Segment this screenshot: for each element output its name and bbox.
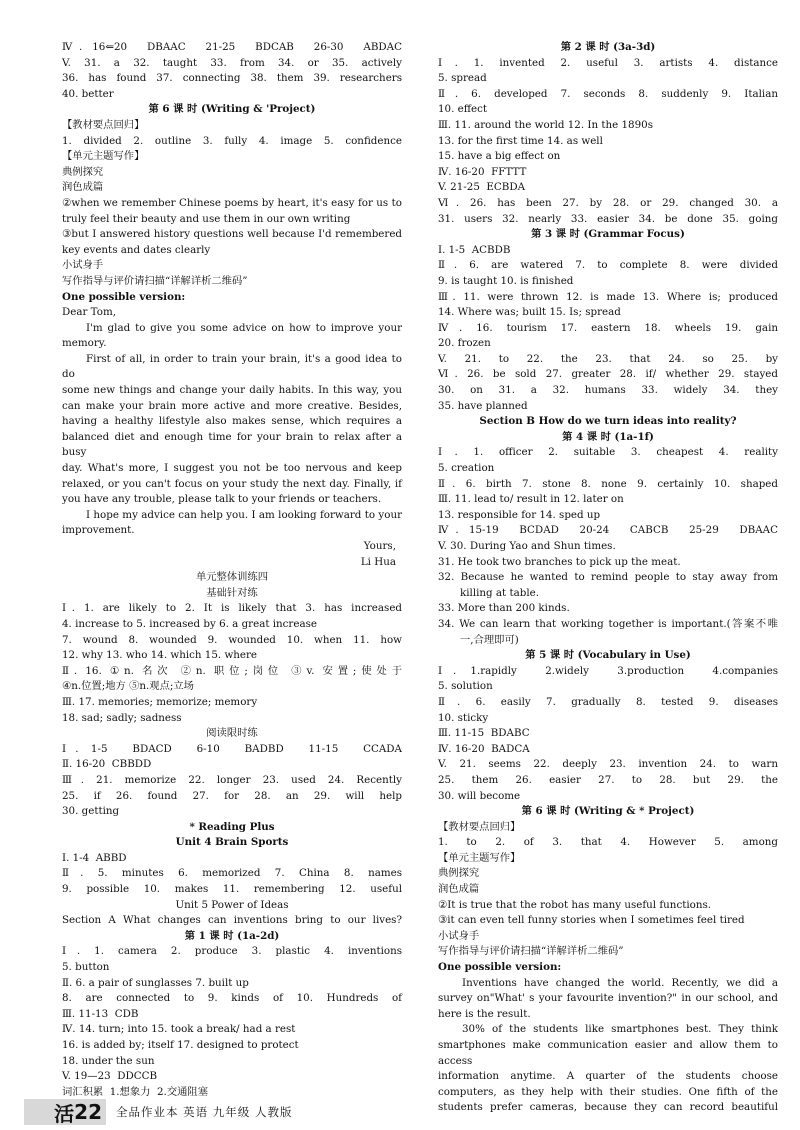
page-footer: [24, 1098, 324, 1126]
right-column-line: 第 3 课 时 (Grammar Focus): [531, 228, 685, 241]
left-column-line: 36. has found 37. connecting 38. them 39. researchers: [62, 72, 402, 85]
right-column-line: Ⅰ. 1-5 ACBDB: [438, 243, 511, 256]
right-column-line: Ⅲ. 11. were thrown 12. is made 13. Where is; produced: [438, 290, 778, 303]
right-column-line: Ⅲ. 11. around the world 12. In the 1890s: [438, 118, 653, 131]
right-column-line: Ⅳ. 15-19 BCDAD 20-24 CABCB 25-29 DBAAC: [438, 524, 778, 537]
left-column-line: 4. increase to 5. increased by 6. a great increase: [62, 617, 317, 630]
right-column-line: Ⅰ. 1. officer 2. suitable 3. cheapest 4. reality: [438, 446, 778, 459]
left-column-line: truly feel their beauty and use them in our own writing: [62, 212, 351, 225]
right-column-line: killing at table.: [460, 586, 539, 599]
right-column-line: students prefer cameras, because they can record beautiful: [438, 1101, 778, 1114]
left-column-line: V. 31. a 32. taught 33. from 34. or 35. actively: [62, 56, 402, 69]
left-column-line: 润色成篇: [62, 181, 104, 194]
right-column-line: Ⅲ. 11. lead to/ result in 12. later on: [438, 493, 624, 506]
book-title: 全品作业本 英语 九年级 人教版: [116, 1105, 293, 1119]
right-column-line: One possible version:: [438, 961, 562, 974]
left-column-line: Ⅰ. 1. camera 2. produce 3. plastic 4. inventions: [62, 945, 402, 958]
right-column-line: V. 21-25 ECBDA: [438, 181, 526, 194]
left-column-line: day. What's more, I suggest you not be too nervous and keep: [62, 462, 402, 475]
left-column-line: 8. are connected to 9. kinds of 10. Hundreds of: [62, 992, 402, 1005]
left-answer-column: [62, 40, 406, 1100]
left-column-line: 第 1 课 时 (1a-2d): [184, 929, 280, 942]
left-column-line: Li Hua: [360, 555, 396, 568]
right-column-line: ③it can even tell funny stories when I sometimes feel tired: [438, 914, 745, 927]
right-column-line: 第 6 课 时 (Writing & * Project): [521, 805, 695, 818]
right-column-line: Ⅱ. 6. birth 7. stone 8. none 9. certainly 10. shaped: [438, 477, 778, 490]
right-column-line: 【教材要点回归】: [438, 820, 521, 833]
left-column-line: 25. if 26. found 27. for 28. an 29. will help: [62, 789, 402, 802]
right-column-line: Ⅱ. 6. are watered 7. to complete 8. were divided: [438, 259, 778, 272]
left-column-line: ③but I answered history questions well because I'd remembered: [62, 228, 402, 241]
left-column-line: you have any trouble, please talk to your friends or teachers.: [62, 493, 382, 506]
left-column-line: can make your brain more active and more creative. Besides,: [62, 399, 402, 412]
right-column-line: Ⅱ. 6. developed 7. seconds 8. suddenly 9. Italian: [438, 87, 778, 100]
left-column-line: 第 6 课 时 (Writing & 'Project): [148, 103, 316, 116]
left-column-line: balanced diet and enough time for your brain to relax after a busy: [62, 430, 406, 459]
left-column-line: 阅读限时练: [206, 727, 258, 740]
left-column-line: 12. why 13. who 14. which 15. where: [62, 649, 258, 662]
left-column-line: Ⅰ. 1-4 ABBD: [62, 851, 127, 864]
right-column-line: 34. We can learn that working together is important.(答案不唯: [438, 617, 778, 630]
right-column-line: smartphones make communication easier and allow them to access: [438, 1039, 782, 1067]
right-column-line: here is the result.: [438, 1007, 531, 1020]
left-column-line: Ⅰ. 1-5 BDACD 6-10 BADBD 11-15 CCADA: [62, 742, 402, 755]
right-column-line: 5. solution: [438, 680, 493, 693]
left-column-line: Ⅲ. 17. memories; memorize; memory: [62, 695, 258, 708]
right-column-line: 10. effect: [438, 103, 488, 116]
right-column-line: 13. responsible for 14. sped up: [438, 508, 601, 521]
right-column-line: 31. users 32. nearly 33. easier 34. be done 35. going: [438, 212, 778, 225]
left-column-line: memory.: [62, 337, 107, 350]
right-column-line: ②It is true that the robot has many useful functions.: [438, 898, 712, 911]
right-column-line: 【单元主题写作】: [438, 851, 521, 864]
right-column-line: 润色成篇: [438, 883, 480, 896]
left-column-line: Dear Tom,: [62, 306, 116, 319]
page-number: 22: [74, 1100, 102, 1124]
left-column-line: I'm glad to give you some advice on how to improve your: [86, 321, 402, 334]
right-column-line: 20. frozen: [438, 337, 491, 350]
badge-prefix: 活: [54, 1101, 75, 1126]
right-column-line: Ⅵ. 26. be sold 27. greater 28. if/ whether 29. stayed: [438, 368, 778, 381]
right-column-line: 5. spread: [438, 72, 487, 85]
right-column-line: 1. to 2. of 3. that 4. However 5. among: [438, 836, 778, 849]
left-column-line: 18. sad; sadly; sadness: [62, 711, 182, 724]
left-column-line: Ⅰ. 1. are likely to 2. It is likely that 3. has increased: [62, 602, 402, 615]
left-column-line: 5. button: [62, 961, 110, 974]
left-column-line: Unit 5 Power of Ideas: [175, 898, 289, 911]
left-column-line: Yours,: [363, 540, 396, 552]
right-column-line: 第 4 课 时 (1a-1f): [562, 430, 654, 443]
right-column-line: 小试身手: [438, 929, 480, 942]
left-column-line: 典例探究: [62, 165, 104, 178]
left-column-line: Ⅳ. 14. turn; into 15. took a break/ had a rest: [62, 1023, 296, 1036]
left-column-line: 单元整体训练四: [195, 571, 269, 584]
right-column-line: 31. He took two branches to pick up the meat.: [438, 555, 681, 568]
left-column-line: ②when we remember Chinese poems by heart, it's easy for us to: [62, 196, 402, 209]
right-column-line: 10. sticky: [438, 711, 489, 724]
left-column-line: key events and dates clearly: [62, 243, 211, 256]
left-column-line: having a healthy lifestyle also makes sense, which requires a: [62, 415, 402, 428]
left-column-line: Ⅲ. 11-13 CDB: [62, 1007, 139, 1020]
left-column-line: One possible version:: [62, 290, 186, 303]
right-column-line: information anytime. A quarter of the students choose: [438, 1070, 778, 1083]
left-column-line: 1. divided 2. outline 3. fully 4. image 5. confidence: [62, 134, 402, 147]
left-column-line: relaxed, or you can't focus on your study the next day. Finally, if: [62, 477, 402, 490]
right-column-line: 第 2 课 时 (3a-3d): [560, 41, 656, 53]
left-column-line: 9. possible 10. makes 11. remembering 12. useful: [62, 883, 402, 896]
left-column-line: Ⅱ. 16-20 CBBDD: [62, 758, 152, 771]
left-column-line: 【单元主题写作】: [62, 150, 145, 163]
right-column-line: survey on"What' s your favourite invention?" in our school, and: [438, 992, 778, 1005]
left-column-line: improvement.: [62, 524, 135, 537]
right-column-line: 典例探究: [438, 867, 480, 880]
left-column-line: some new things and change your daily habits. In this way, you: [62, 384, 402, 397]
page-number-badge: [24, 1099, 106, 1125]
right-column-line: Ⅱ. 6. easily 7. gradually 8. tested 9. diseases: [438, 695, 778, 708]
right-column-line: 30. will become: [438, 789, 521, 802]
right-column-line: Ⅳ. 16-20 FFTTT: [438, 165, 527, 178]
left-column-line: I hope my advice can help you. I am looking forward to your: [86, 508, 402, 521]
left-column-line: 写作指导与评价请扫描“详解详析二维码”: [62, 274, 248, 287]
left-column-line: First of all, in order to train your brain, it's a good idea to do: [62, 352, 406, 381]
right-column-line: 32. Because he wanted to remind people to stay away from: [438, 571, 778, 584]
right-column-line: 25. them 26. easier 27. to 28. but 29. the: [438, 773, 778, 786]
left-column-line: Ⅲ. 21. memorize 22. longer 23. used 24. Recently: [62, 773, 402, 786]
right-column-line: 第 5 课 时 (Vocabulary in Use): [525, 649, 691, 662]
right-column-line: 13. for the first time 14. as well: [438, 134, 603, 147]
left-column-line: * Reading Plus: [189, 820, 275, 833]
right-column-line: 9. is taught 10. is finished: [438, 274, 574, 287]
right-column-line: Ⅳ. 16. tourism 17. eastern 18. wheels 19. gain: [438, 321, 778, 334]
right-column-line: 15. have a big effect on: [438, 150, 561, 163]
left-column-line: 7. wound 8. wounded 9. wounded 10. when 11. how: [62, 633, 402, 646]
left-column-line: Section A What changes can inventions bring to our lives?: [62, 914, 402, 927]
right-column-line: 30. on 31. a 32. humans 33. widely 34. they: [438, 384, 778, 397]
left-column-line: 16. is added by; itself 17. designed to protect: [62, 1039, 299, 1051]
right-column-line: 写作指导与评价请扫描“详解详析二维码”: [438, 945, 624, 958]
left-column-line: Ⅱ. 6. a pair of sunglasses 7. built up: [62, 976, 249, 989]
left-column-line: 词汇积累 1.想象力 2.交通阻塞: [62, 1085, 209, 1098]
left-column-line: Ⅱ. 5. minutes 6. memorized 7. China 8. names: [62, 867, 402, 880]
left-column-line: 【教材要点回归】: [62, 118, 145, 131]
right-column-line: 33. More than 200 kinds.: [438, 602, 570, 615]
left-column-line: 18. under the sun: [62, 1054, 155, 1067]
left-column-line: 30. getting: [62, 805, 120, 818]
right-column-line: V. 21. seems 22. deeply 23. invention 24. to warn: [438, 758, 778, 771]
right-column-line: Ⅳ. 16-20 BADCA: [438, 742, 530, 755]
left-column-line: 基础针对练: [206, 586, 258, 599]
right-column-line: 5. creation: [438, 462, 495, 475]
left-column-line: Ⅱ. 16. ①n. 名次 ②n. 职位;岗位 ③v. 安置;使处于: [62, 664, 402, 677]
left-column-line: 小试身手: [62, 259, 104, 272]
left-column-line: ④n.位置;地方 ⑤n.观点;立场: [62, 680, 194, 693]
right-column-line: V. 21. to 22. the 23. that 24. so 25. by: [438, 352, 778, 365]
right-column-line: Inventions have changed the world. Recently, we did a: [462, 976, 778, 989]
right-answer-column: [438, 40, 782, 1116]
right-column-line: Section B How do we turn ideas into reality?: [479, 415, 737, 428]
right-column-line: 35. have planned: [438, 399, 528, 412]
right-column-line: computers, as they help with their studies. One fifth of the: [438, 1085, 778, 1098]
right-column-line: 一,合理即可): [460, 633, 519, 646]
right-column-line: 14. Where was; built 15. Is; spread: [438, 306, 621, 319]
left-column-line: V. 19—23 DDCCB: [62, 1070, 158, 1083]
right-column-line: Ⅰ. 1. invented 2. useful 3. artists 4. distance: [438, 56, 778, 69]
left-column-line: Unit 4 Brain Sports: [175, 836, 289, 849]
right-column-line: Ⅰ. 1.rapidly 2.widely 3.production 4.companies: [438, 664, 778, 677]
right-column-line: V. 30. During Yao and Shun times.: [438, 540, 616, 552]
left-column-line: Ⅳ. 16⇐20 DBAAC 21-25 BDCAB 26-30 ABDAC: [62, 41, 402, 53]
left-column-line: 40. better: [62, 87, 114, 100]
right-column-line: Ⅵ. 26. has been 27. by 28. or 29. changed 30. a: [438, 196, 778, 209]
right-column-line: Ⅲ. 11-15 BDABC: [438, 727, 530, 740]
right-column-line: 30% of the students like smartphones best. They think: [462, 1023, 778, 1036]
